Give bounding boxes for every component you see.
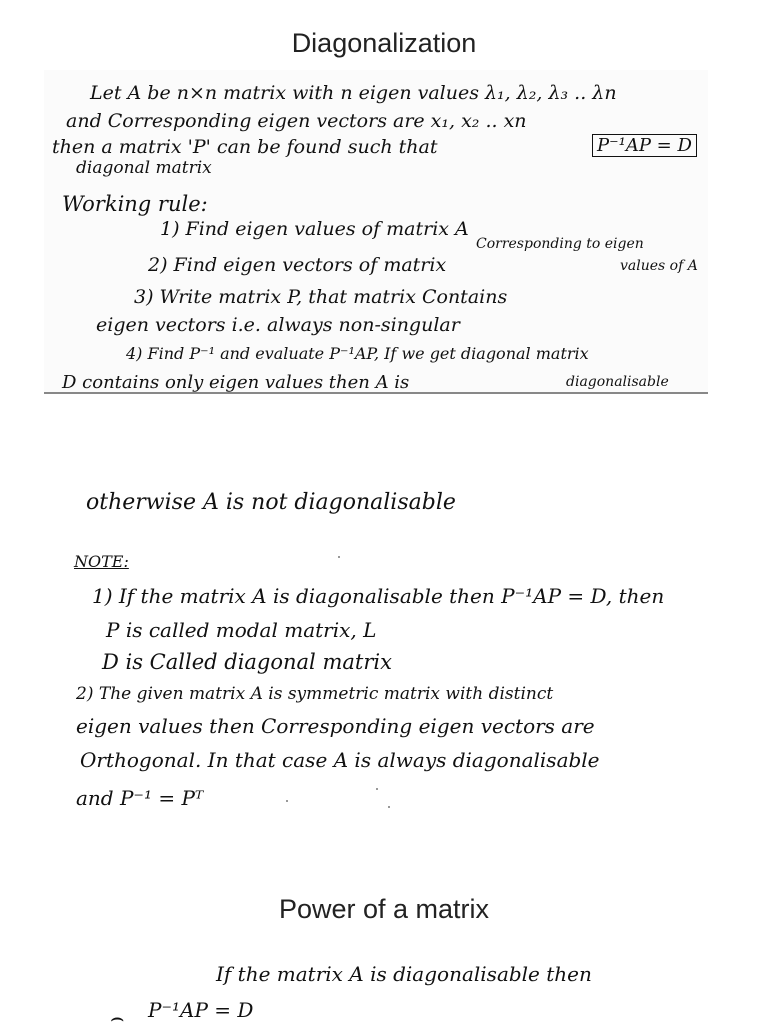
diagonalisable-tail: diagonalisable xyxy=(566,374,669,390)
scan-speck xyxy=(388,806,390,808)
otherwise-line: otherwise A is not diagonalisable xyxy=(86,490,456,515)
note-line-7: and P⁻¹ = Pᵀ xyxy=(76,786,204,810)
rule-step-4: 4) Find P⁻¹ and evaluate P⁻¹AP, If we get diagonal matrix xyxy=(126,344,589,363)
notes-line-4: diagonal matrix xyxy=(76,158,212,178)
notes-line-1: Let A be n×n matrix with n eigen values λ₁, λ₂, λ₃ .. λn xyxy=(90,82,617,104)
note-line-5: eigen values then Corresponding eigen vectors are xyxy=(76,714,595,738)
rule-step-3-cont: eigen vectors i.e. always non-singular xyxy=(96,314,460,336)
working-rule-heading: Working rule: xyxy=(62,192,208,216)
corresponding-label: Corresponding to eigen xyxy=(476,236,644,252)
notes-line-2: and Corresponding eigen vectors are x₁, x₂ .. xn xyxy=(66,110,527,132)
notes-line-3: then a matrix 'P' can be found such that xyxy=(52,136,438,158)
scan-speck xyxy=(338,556,340,558)
note-heading: NOTE: xyxy=(74,552,129,571)
note-line-6: Orthogonal. In that case A is always diagonalisable xyxy=(80,748,600,772)
rule-step-2: 2) Find eigen vectors of matrix xyxy=(148,254,447,276)
note-line-2: P is called modal matrix, L xyxy=(106,618,377,642)
values-of-a-label: values of A xyxy=(620,258,698,274)
power-line-1: If the matrix A is diagonalisable then xyxy=(216,962,592,986)
note-line-4: 2) The given matrix A is symmetric matrix with distinct xyxy=(76,684,554,704)
rule-step-4-cont: D contains only eigen values then A is xyxy=(62,372,410,393)
note-line-1: 1) If the matrix A is diagonalisable then P⁻¹AP = D, then xyxy=(92,584,665,608)
section-title-power-of-a-matrix: Power of a matrix xyxy=(278,894,490,924)
partial-mark: ⌢ xyxy=(110,1006,125,1031)
note-line-3: D is Called diagonal matrix xyxy=(102,650,392,674)
power-line-2: P⁻¹AP = D xyxy=(148,998,254,1022)
boxed-formula: P⁻¹AP = D xyxy=(592,134,697,157)
scan-speck xyxy=(376,788,378,790)
rule-step-3: 3) Write matrix P, that matrix Contains xyxy=(134,286,508,308)
rule-step-1: 1) Find eigen values of matrix A xyxy=(160,218,469,240)
scan-speck xyxy=(286,800,288,802)
section-title-diagonalization: Diagonalization xyxy=(291,28,477,58)
